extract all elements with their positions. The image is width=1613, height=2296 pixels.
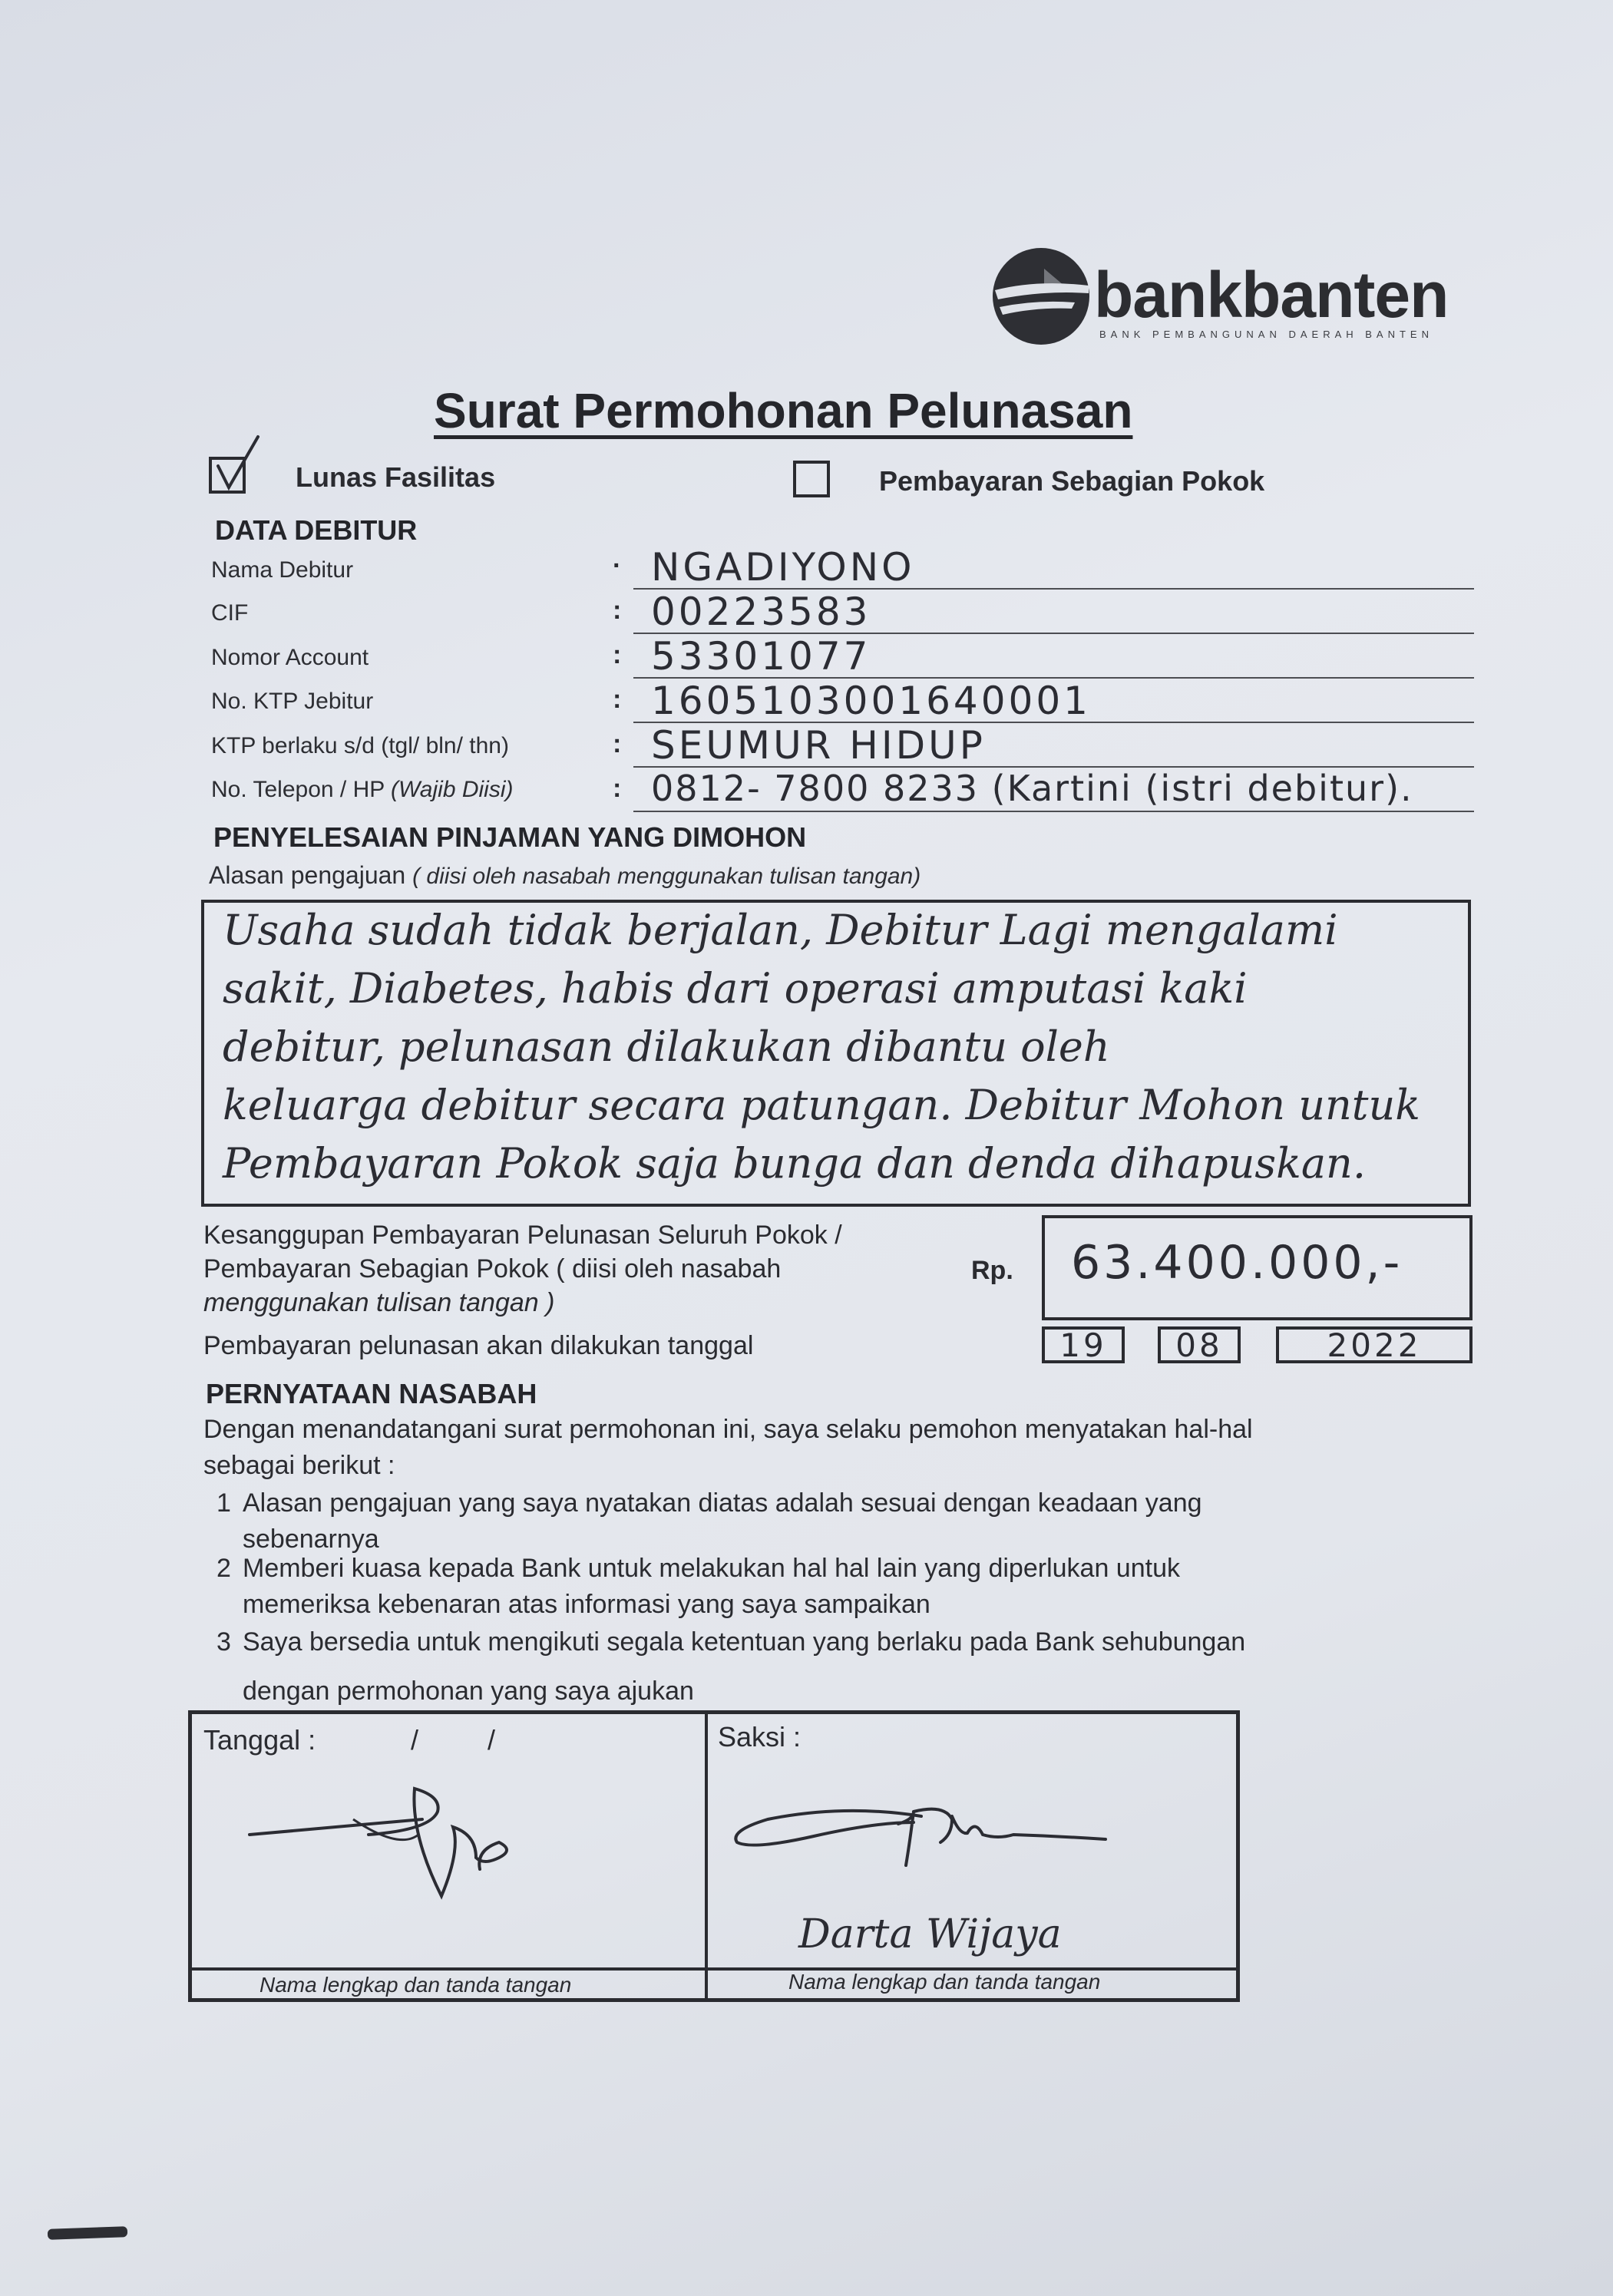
section-heading-pernyataan: PERNYATAAN NASABAH	[206, 1378, 537, 1409]
lunas-fasilitas-checkbox[interactable]	[209, 457, 246, 494]
witness-header: Saksi :	[718, 1721, 802, 1753]
pembayaran-sebagian-checkbox[interactable]	[793, 461, 830, 497]
field-line	[633, 811, 1474, 812]
field-label-telepon: No. Telepon / HP (Wajib Diisi)	[211, 777, 514, 802]
payment-year-field[interactable]: 2022	[1276, 1326, 1473, 1363]
witness-signature-icon	[722, 1789, 1121, 1873]
reason-line: Usaha sudah tidak berjalan, Debitur Lagi mengalami	[223, 906, 1338, 954]
bank-logo-text: bankbanten	[1094, 259, 1449, 331]
payment-date-label: Pembayaran pelunasan akan dilakukan tanggal	[203, 1331, 754, 1360]
nama-debitur-value[interactable]: NGADIYONO	[651, 545, 915, 590]
statement-intro-line: sebagai berikut :	[203, 1451, 395, 1480]
ktp-berlaku-value[interactable]: SEUMUR HIDUP	[651, 723, 986, 768]
bank-logo-icon	[990, 246, 1092, 347]
colon: :	[613, 729, 622, 758]
payment-month-field[interactable]: 08	[1158, 1326, 1241, 1363]
option-label-sebagian: Pembayaran Sebagian Pokok	[879, 465, 1265, 497]
option-label-lunas: Lunas Fasilitas	[296, 461, 496, 493]
reason-line: sakit, Diabetes, habis dari operasi amputasi kaki	[223, 964, 1248, 1013]
section-heading-penyelesaian: PENYELESAIAN PINJAMAN YANG DIMOHON	[213, 821, 807, 853]
witness-name: Darta Wijaya	[798, 1911, 1062, 1957]
field-label-ktp-berlaku: KTP berlaku s/d (tgl/ bln/ thn)	[211, 733, 509, 758]
colon: ·	[613, 551, 622, 580]
statement-item-line: Alasan pengajuan yang saya nyatakan diatas adalah sesuai dengan keadaan yang	[243, 1488, 1202, 1518]
no-ktp-value[interactable]: 1605103001640001	[651, 679, 1091, 723]
currency-label: Rp.	[971, 1256, 1013, 1285]
capability-label-line: Pembayaran Sebagian Pokok ( diisi oleh nasabah	[203, 1254, 782, 1283]
telepon-value[interactable]: 0812- 7800 8233 (Kartini (istri debitur).	[651, 768, 1413, 809]
bank-logo-tagline: BANK PEMBANGUNAN DAERAH BANTEN	[1099, 329, 1433, 340]
statement-item-number: 3	[216, 1627, 231, 1657]
reason-line: keluarga debitur secara patungan. Debitur Mohon untuk	[223, 1081, 1420, 1129]
date-header: Tanggal :	[203, 1724, 316, 1756]
applicant-caption: Nama lengkap dan tanda tangan	[259, 1973, 572, 1997]
signature-divider	[705, 1710, 708, 2002]
reason-line: debitur, pelunasan dilakukan dibantu oleh	[223, 1022, 1110, 1071]
capability-label-line: Kesanggupan Pembayaran Pelunasan Seluruh Pokok /	[203, 1221, 842, 1250]
statement-item-line: Saya bersedia untuk mengikuti segala ketentuan yang berlaku pada Bank sehubungan	[243, 1627, 1246, 1657]
witness-caption: Nama lengkap dan tanda tangan	[788, 1970, 1101, 1994]
statement-item-line: memeriksa kebenaran atas informasi yang saya sampaikan	[243, 1590, 930, 1619]
amount-value: 63.400.000,-	[1071, 1236, 1403, 1290]
payment-day-field[interactable]: 19	[1042, 1326, 1125, 1363]
reason-line: Pembayaran Pokok saja bunga dan denda dihapuskan.	[223, 1139, 1366, 1188]
field-label-account: Nomor Account	[211, 645, 369, 670]
statement-item-number: 1	[216, 1488, 231, 1518]
page-title: Surat Permohonan Pelunasan	[434, 383, 1133, 438]
statement-item-number: 2	[216, 1554, 231, 1583]
field-label-cif: CIF	[211, 600, 249, 626]
nomor-account-value[interactable]: 53301077	[651, 634, 871, 679]
colon: :	[613, 774, 622, 803]
statement-item-line: sebenarnya	[243, 1525, 379, 1554]
check-mark-icon	[213, 432, 267, 494]
statement-intro-line: Dengan menandatangani surat permohonan ini, saya selaku pemohon menyatakan hal-hal	[203, 1415, 1253, 1444]
field-label-nama: Nama Debitur	[211, 557, 354, 583]
statement-item-line: dengan permohonan yang saya ajukan	[243, 1677, 694, 1706]
cif-value[interactable]: 00223583	[651, 590, 871, 634]
reason-label: Alasan pengajuan ( diisi oleh nasabah menggunakan tulisan tangan)	[209, 861, 921, 889]
date-slashes: / /	[411, 1724, 527, 1756]
colon: :	[613, 640, 622, 669]
statement-item-line: Memberi kuasa kepada Bank untuk melakukan hal hal lain yang diperlukan untuk	[243, 1554, 1180, 1583]
applicant-signature-icon	[246, 1766, 522, 1934]
colon: :	[613, 596, 622, 625]
capability-label-line: menggunakan tulisan tangan )	[203, 1288, 555, 1317]
colon: :	[613, 685, 622, 714]
field-label-ktp: No. KTP Jebitur	[211, 689, 374, 714]
section-heading-data-debitur: DATA DEBITUR	[215, 514, 418, 546]
pen-mark	[48, 2226, 127, 2240]
